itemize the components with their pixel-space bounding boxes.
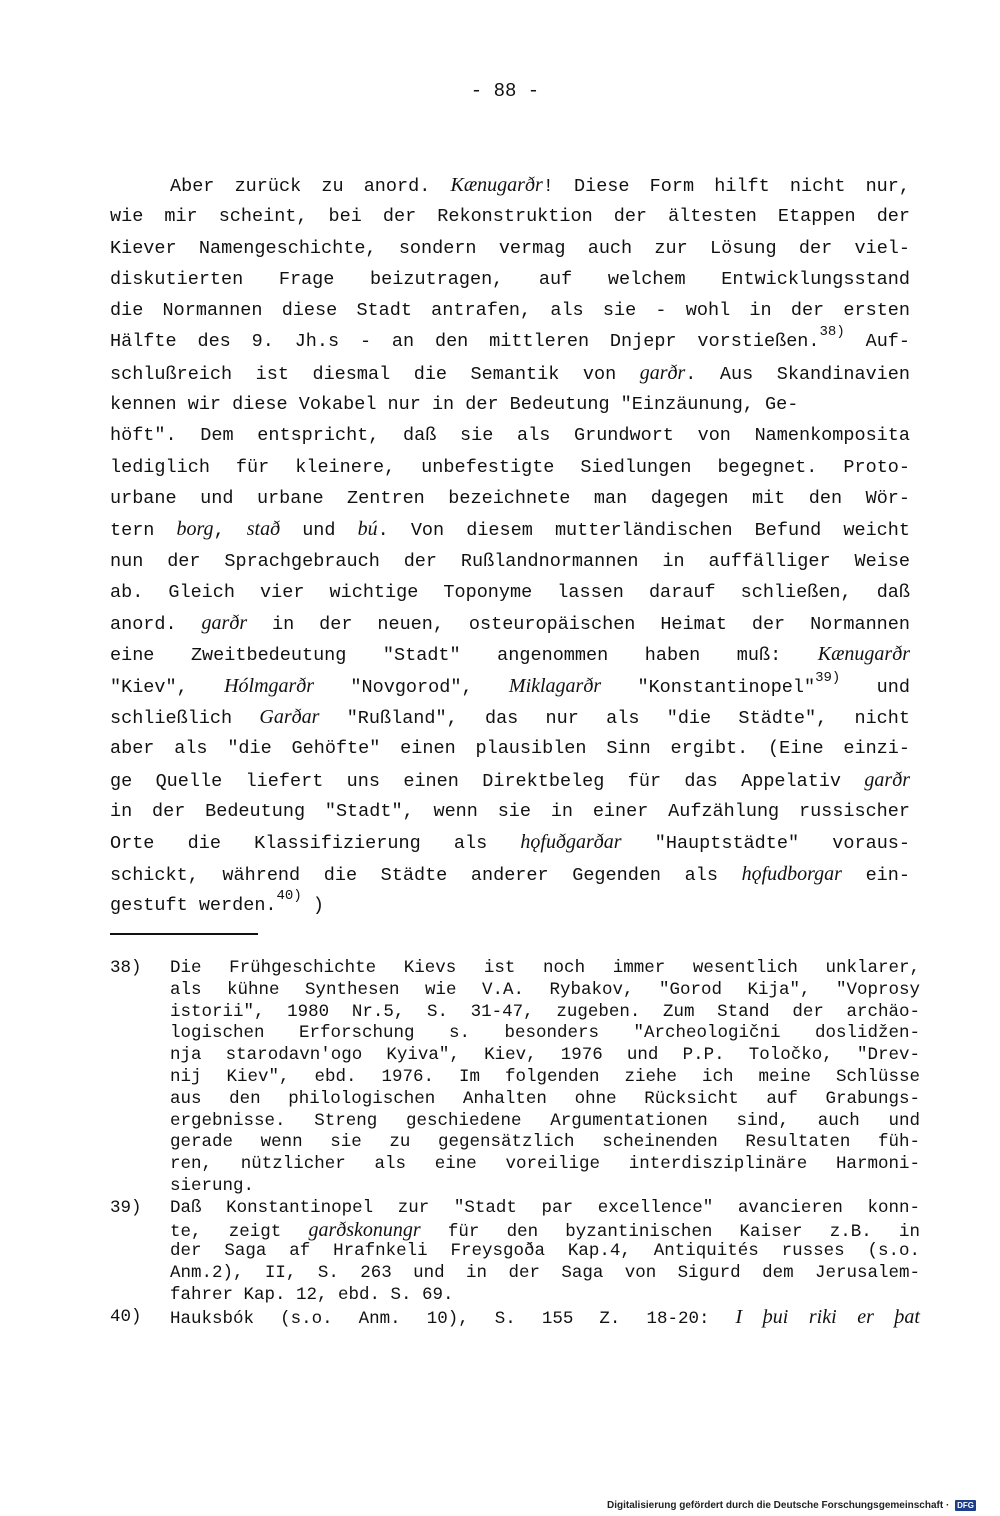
footnote-number: 38) bbox=[110, 958, 142, 978]
text-line bbox=[110, 733, 910, 764]
text-run: in der neuen, osteuropäischen Heimat der Normannen bbox=[247, 614, 910, 636]
text-line bbox=[110, 233, 910, 264]
text-run: in der Bedeutung "Stadt", wenn sie in einer Aufzählung russischer bbox=[110, 800, 910, 822]
text-line bbox=[110, 358, 910, 389]
footnote-number: 39) bbox=[110, 1197, 142, 1218]
text-run: ! Diese Form hilft nicht nur, bbox=[542, 176, 910, 197]
text-run: anord. bbox=[110, 614, 202, 636]
text-run: , bbox=[213, 520, 247, 542]
text-line bbox=[110, 671, 910, 702]
text-run: und bbox=[840, 676, 910, 698]
footnote bbox=[110, 1198, 920, 1307]
text-run: "Rußland", das nur als "die Städte", nicht bbox=[319, 708, 910, 730]
italic-term: Kænugarðr bbox=[817, 643, 910, 666]
text-line bbox=[110, 326, 910, 357]
text-line bbox=[110, 452, 910, 483]
text-run: höft". Dem entspricht, daß sie als Grundwort von Namenkomposita bbox=[110, 425, 910, 447]
text-run: Orte die Klassifizierung als bbox=[110, 833, 521, 855]
text-run: gestuft werden. bbox=[110, 894, 277, 916]
text-run: te, zeigt bbox=[170, 1221, 309, 1242]
footnote-line bbox=[170, 1023, 920, 1045]
text-line bbox=[110, 639, 910, 670]
text-run: ge Quelle liefert uns einen Direktbeleg für das Appelativ bbox=[110, 770, 865, 792]
text-line bbox=[110, 295, 910, 326]
footnote-body bbox=[170, 1198, 920, 1307]
text-run: und bbox=[280, 520, 358, 542]
text-run: ergebnisse. Streng geschiedene Argumentationen sind, auch und bbox=[170, 1110, 920, 1131]
text-line bbox=[110, 608, 910, 639]
italic-term: garðr bbox=[639, 361, 686, 384]
text-run: Hälfte des 9. Jh.s - an den mittleren Dnjepr vorstießen. bbox=[110, 331, 820, 353]
footnote-line bbox=[170, 1002, 920, 1024]
text-run: Auf- bbox=[844, 331, 910, 353]
footnote-ref: 38) bbox=[819, 324, 845, 341]
text-run: lediglich für kleinere, unbefestigte Siedlungen begegnet. Proto- bbox=[110, 456, 910, 478]
text-run: ab. Gleich vier wichtige Toponyme lassen darauf schließen, daß bbox=[110, 581, 910, 603]
italic-term: Miklagarðr bbox=[508, 674, 602, 697]
footnote-line bbox=[170, 1045, 920, 1067]
footnote-line bbox=[170, 1220, 920, 1242]
text-run: ) bbox=[301, 894, 324, 916]
text-run: "Novgorod", bbox=[314, 676, 509, 698]
text-line bbox=[110, 420, 910, 451]
text-run: . Von diesem mutterländischen Befund weicht bbox=[377, 520, 910, 542]
italic-term: borg bbox=[176, 518, 214, 541]
footnote-line bbox=[170, 1285, 920, 1307]
italic-term: Hólmgarðr bbox=[224, 674, 315, 697]
footnote-body bbox=[170, 958, 920, 1198]
footnote-line bbox=[170, 1154, 920, 1176]
text-line bbox=[110, 546, 910, 577]
text-run: aus den philologischen Anhalten ohne Rücksicht auf Grabungs- bbox=[170, 1088, 920, 1109]
text-line bbox=[110, 796, 910, 827]
text-line bbox=[110, 264, 910, 295]
text-run: urbane und urbane Zentren bezeichnete man dagegen mit den Wör- bbox=[110, 487, 910, 509]
footnote-line bbox=[170, 1089, 920, 1111]
text-run: Anm.2), II, S. 263 und in der Saga von Sigurd dem Jerusalem- bbox=[170, 1263, 920, 1284]
footnote-number: 40) bbox=[110, 1306, 142, 1327]
dfg-logo: DFG bbox=[957, 1501, 974, 1510]
footnote-line bbox=[170, 1241, 920, 1263]
text-run: fahrer Kap. 12, ebd. S. 69. bbox=[170, 1284, 454, 1305]
footnote-line bbox=[170, 958, 920, 980]
italic-term: garðskonungr bbox=[308, 1218, 421, 1241]
text-run: wie mir scheint, bei der Rekonstruktion der ältesten Etappen der bbox=[110, 206, 910, 228]
text-run: Die Frühgeschichte Kievs ist noch immer wesentlich unklarer, bbox=[170, 958, 920, 978]
text-line bbox=[110, 483, 910, 514]
footnote-line bbox=[170, 1132, 920, 1154]
text-run: die Normannen diese Stadt antrafen, als sie - wohl in der ersten bbox=[110, 300, 910, 322]
footnote-separator bbox=[110, 933, 258, 935]
footnote bbox=[110, 1307, 920, 1329]
text-line bbox=[110, 702, 910, 733]
italic-term: garðr bbox=[864, 768, 910, 791]
footnote-ref: 39) bbox=[815, 669, 841, 686]
text-run: gerade wenn sie zu gegensätzlich scheinenden Resultaten füh- bbox=[170, 1132, 920, 1153]
text-run: Aber zurück zu anord. bbox=[170, 176, 451, 197]
text-run: ren, nützlicher als eine voreilige interdisziplinäre Harmoni- bbox=[170, 1154, 920, 1175]
text-run: istorii", 1980 Nr.5, S. 31-47, zugeben. Zum Stand der archäo- bbox=[170, 1001, 920, 1022]
text-line bbox=[110, 577, 910, 608]
text-line bbox=[110, 859, 910, 890]
text-run: nij Kiev", ebd. 1976. Im folgenden ziehe ich meine Schlüsse bbox=[170, 1066, 920, 1087]
text-run: kennen wir diese Vokabel nur in der Bedeutung "Einzäunung, Ge- bbox=[110, 394, 799, 416]
footnote-line bbox=[170, 1111, 920, 1133]
footnote-line bbox=[170, 980, 920, 1002]
italic-term: Kænugarðr bbox=[450, 174, 543, 196]
text-run: logischen Erforschung s. besonders "Archeologični doslidžen- bbox=[170, 1023, 920, 1044]
footnote-body bbox=[170, 1307, 920, 1329]
body-text bbox=[110, 170, 910, 921]
text-line bbox=[110, 827, 910, 858]
text-run: tern bbox=[110, 520, 177, 542]
text-run: Kiever Namengeschichte, sondern vermag auch zur Lösung der viel- bbox=[110, 237, 910, 259]
text-line bbox=[110, 514, 910, 545]
italic-term: bú bbox=[357, 518, 378, 541]
text-run: . Aus Skandinavien bbox=[685, 363, 910, 385]
footnote-ref: 40) bbox=[276, 887, 302, 904]
footnote-line bbox=[170, 1067, 920, 1089]
italic-term: hǫfuðgarðar bbox=[520, 831, 622, 854]
text-line bbox=[110, 887, 910, 921]
text-run: der Saga af Hrafnkeli Freysgoða Kap.4, Antiquités russes (s.o. bbox=[170, 1241, 920, 1262]
footer-text: Digitalisierung gefördert durch die Deutsche Forschungsgemeinschaft · bbox=[607, 1500, 950, 1512]
text-run: "Hauptstädte" voraus- bbox=[621, 833, 910, 855]
footnote-line bbox=[170, 1263, 920, 1285]
italic-term: I þui riki er þat bbox=[735, 1305, 920, 1328]
italic-term: hǫfudborgar bbox=[741, 862, 842, 885]
footnote-line bbox=[170, 1307, 920, 1329]
text-line bbox=[110, 389, 910, 420]
text-run: schlußreich ist diesmal die Semantik von bbox=[110, 363, 640, 385]
text-run: aber als "die Gehöfte" einen plausiblen Sinn ergibt. (Eine einzi- bbox=[110, 738, 910, 760]
footnote-line bbox=[170, 1176, 920, 1198]
text-run: sierung. bbox=[170, 1175, 255, 1196]
footer bbox=[607, 1500, 976, 1511]
text-run: schickt, während die Städte anderer Gegenden als bbox=[110, 864, 742, 886]
text-run: diskutierten Frage beizutragen, auf welchem Entwicklungsstand bbox=[110, 268, 910, 290]
text-run: Hauksbók (s.o. Anm. 10), S. 155 Z. 18-20: bbox=[170, 1308, 736, 1329]
footnote bbox=[110, 958, 920, 1198]
text-line bbox=[110, 765, 910, 796]
text-run: für den byzantinischen Kaiser z.B. in bbox=[420, 1221, 920, 1242]
text-run: als kühne Synthesen wie V.A. Rybakov, "Gorod Kija", "Voprosy bbox=[170, 979, 920, 1000]
footnotes bbox=[110, 958, 920, 1329]
italic-term: Garðar bbox=[259, 706, 320, 729]
text-run: nja starodavn'ogo Kyiva", Kiev, 1976 und P.P. Toločko, "Drev- bbox=[170, 1045, 920, 1066]
text-run: ein- bbox=[841, 864, 910, 886]
text-line bbox=[110, 170, 910, 201]
text-run: schließlich bbox=[110, 708, 260, 730]
text-run: "Kiev", bbox=[110, 676, 225, 698]
text-run: nun der Sprachgebrauch der Rußlandnormannen in auffälliger Weise bbox=[110, 550, 910, 572]
text-line bbox=[110, 201, 910, 232]
page-number: - 88 - bbox=[470, 80, 540, 102]
italic-term: stað bbox=[246, 518, 281, 541]
text-run: eine Zweitbedeutung "Stadt" angenommen haben muß: bbox=[110, 645, 818, 667]
text-run: "Konstantinopel" bbox=[601, 676, 816, 698]
text-run: Daß Konstantinopel zur "Stadt par excellence" avancieren konn- bbox=[170, 1197, 920, 1218]
italic-term: garðr bbox=[201, 612, 248, 635]
footnote-line bbox=[170, 1198, 920, 1220]
